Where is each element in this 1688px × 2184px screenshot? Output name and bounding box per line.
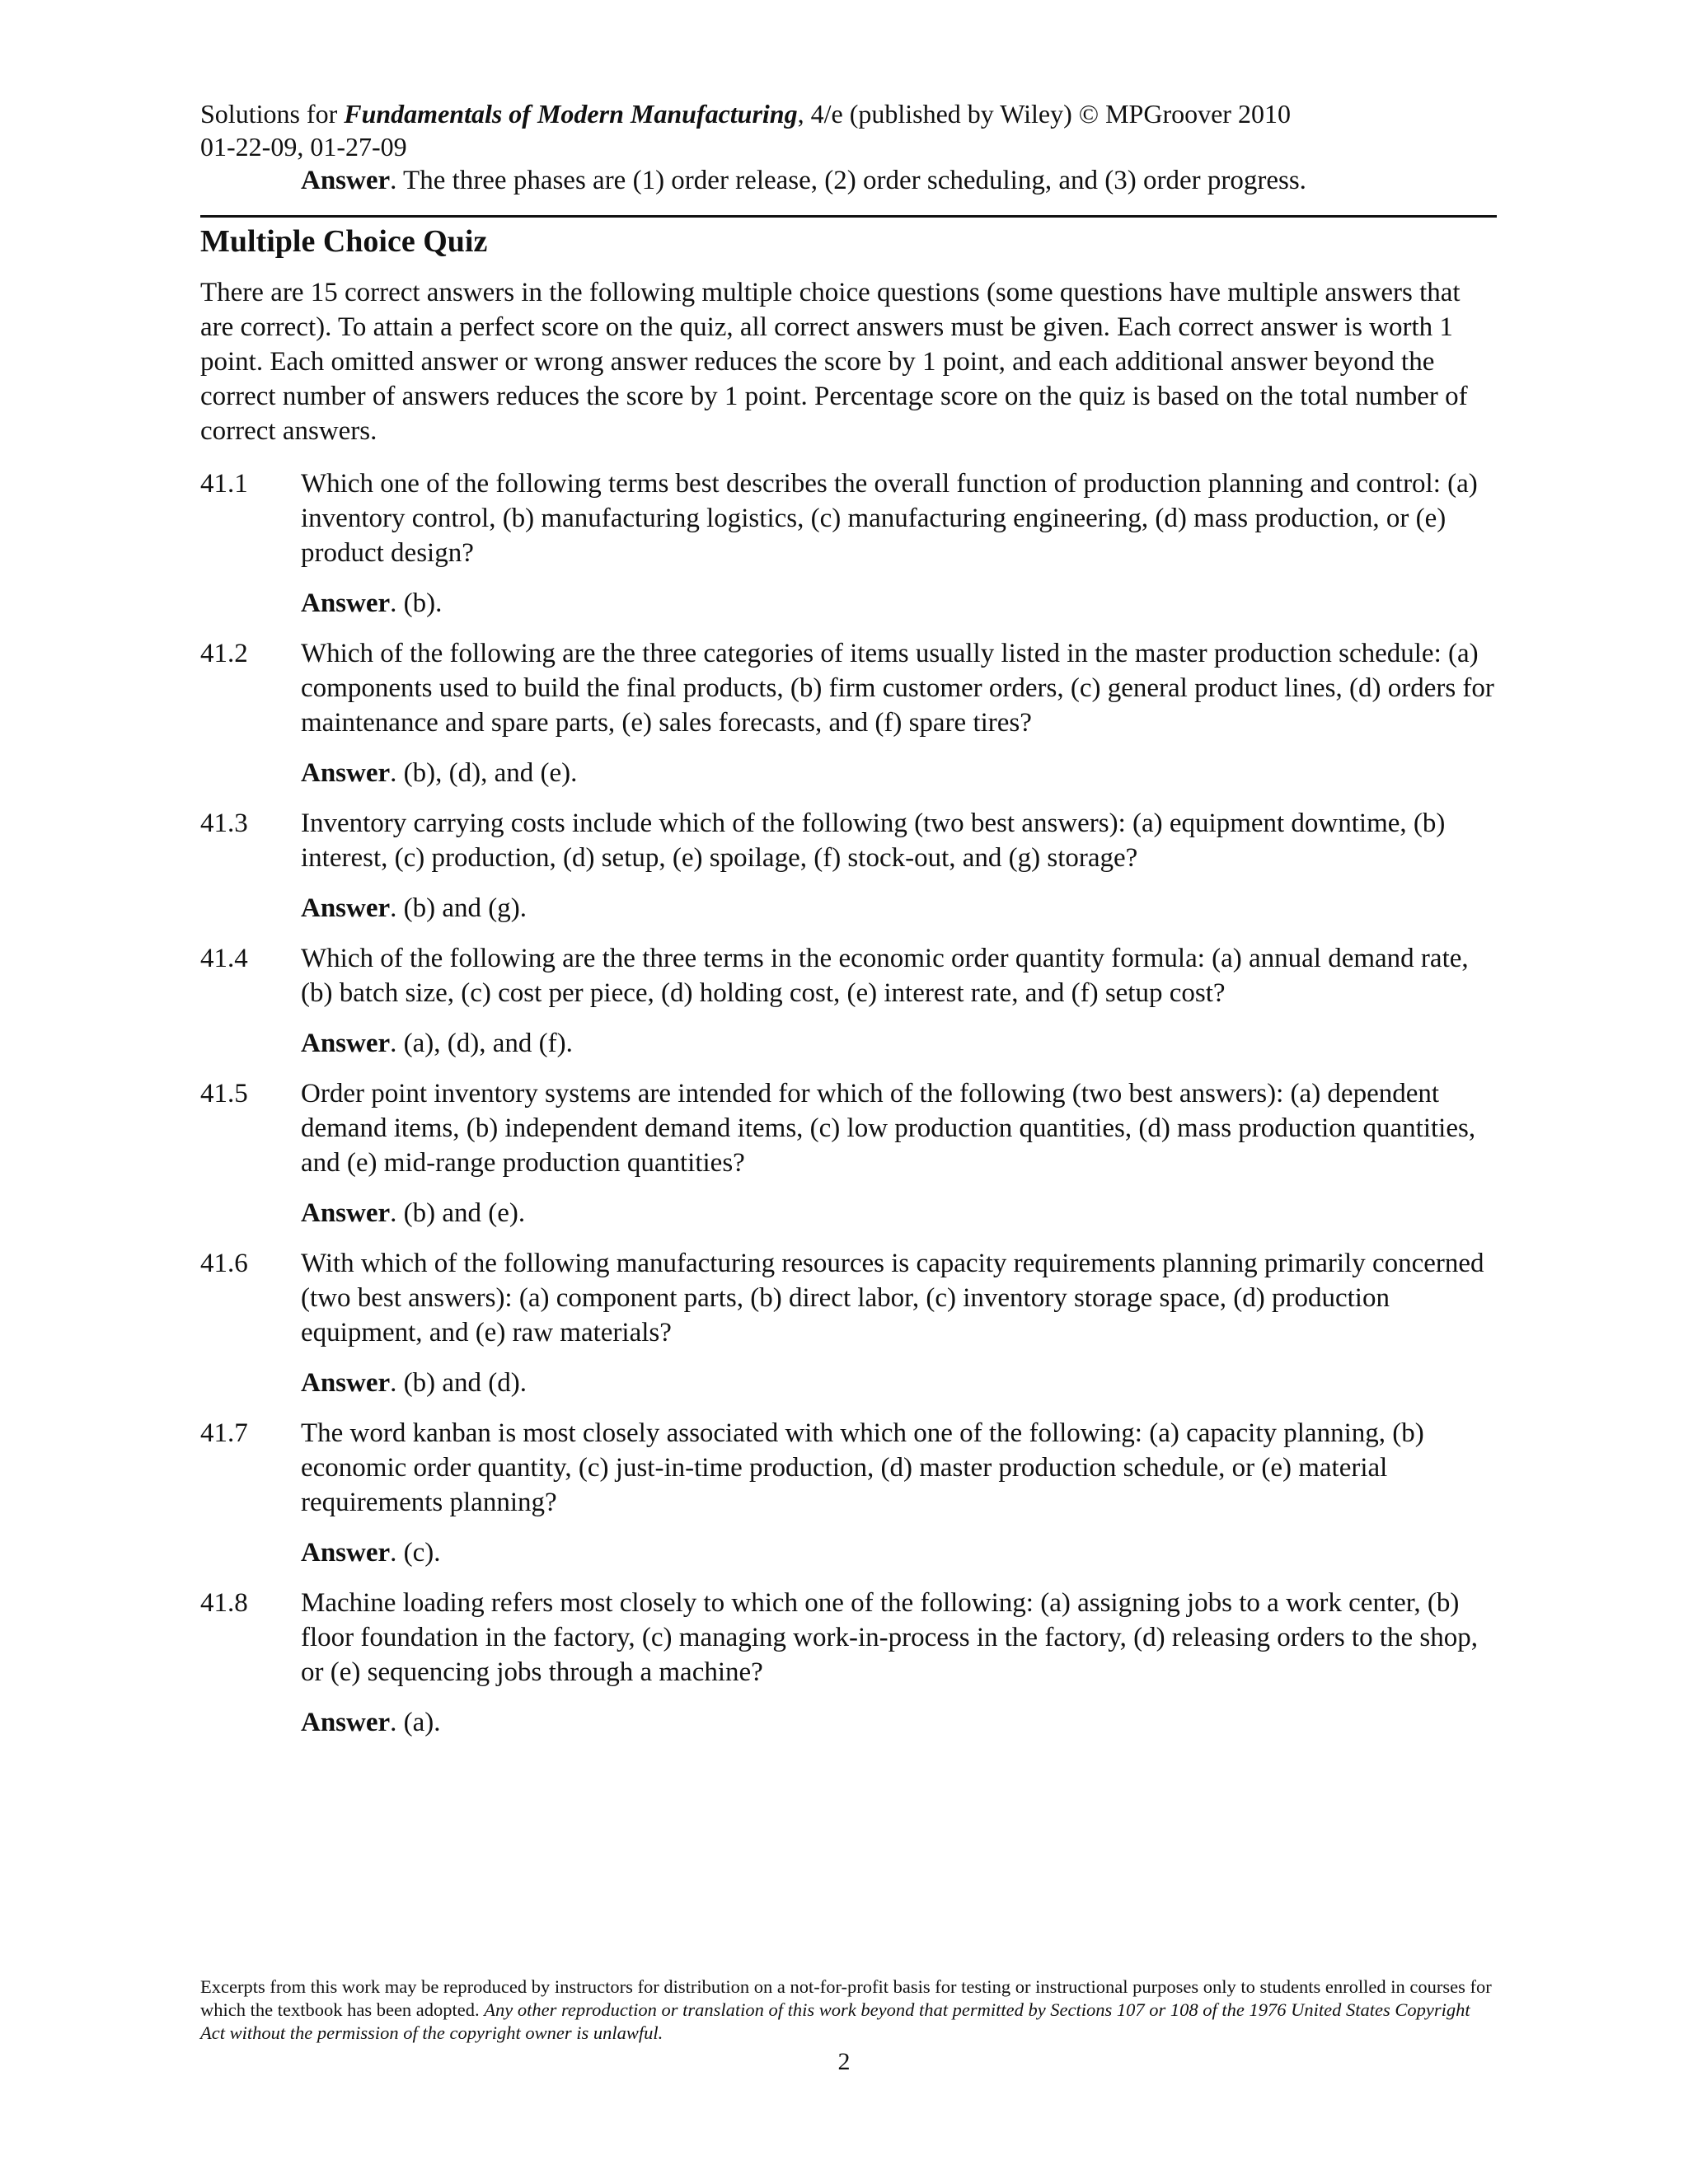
answer-value: . (a).	[390, 1708, 441, 1737]
question-text: With which of the following manufacturing resources is capacity requirements planning primarily concerned (two best answers): (a) component parts, (b) direct labor, (c) inventory storage space, (d) production equipment, and (e) raw materials?	[301, 1249, 1484, 1347]
section-title: Multiple Choice Quiz	[200, 224, 488, 259]
question-item	[200, 941, 1497, 1010]
question-item	[200, 1416, 1497, 1520]
question-text: Machine loading refers most closely to which one of the following: (a) assigning jobs to a work center, (b) floor foundation in the factory, (c) managing work-in-process in the factory, (d) releasing orders to the shop, or (e) sequencing jobs through a machine?	[301, 1588, 1479, 1687]
answer-text: . The three phases are (1) order release, (2) order scheduling, and (3) order progress.	[390, 166, 1306, 195]
question-number: 41.5	[200, 1079, 248, 1108]
answer-label: Answer	[301, 1708, 391, 1737]
question-item	[200, 466, 1497, 570]
header-prefix: Solutions for	[200, 99, 345, 129]
answer-label: Answer	[301, 1198, 391, 1228]
question-number: 41.2	[200, 639, 248, 668]
answer-label: Answer	[301, 1029, 391, 1058]
answer-value: . (b) and (g).	[390, 893, 528, 923]
question-number: 41.7	[200, 1418, 248, 1448]
answer-label: Answer	[301, 758, 391, 788]
footer-notice: Excerpts from this work may be reproduced by instructors for distribution on a not-for-profit basis for testing or instructional purposes only to students enrolled in courses for which the textbook has been adopted.	[200, 1976, 1492, 2020]
page-number: 2	[837, 2048, 851, 2075]
copyright-footer	[200, 1975, 1497, 2045]
answer-value: . (c).	[390, 1538, 441, 1568]
question-item	[200, 1076, 1497, 1180]
answer-value: . (b) and (d).	[390, 1368, 528, 1398]
page-header	[200, 97, 1291, 163]
footer-legal-notice: Any other reproduction or translation of this work beyond that permitted by Sections 107 or 108 of the 1976 United States Copyright Act without the permission of the copyright owner is unlawful.	[200, 1999, 1470, 2043]
answer-value: . (b) and (e).	[390, 1198, 526, 1228]
question-item	[200, 1246, 1497, 1350]
question-number: 41.8	[200, 1588, 248, 1618]
section-divider	[200, 215, 1497, 218]
answer-label: Answer	[301, 1368, 391, 1398]
question-answer	[301, 1535, 1497, 1570]
header-dates: 01-22-09, 01-27-09	[200, 132, 407, 162]
question-number: 41.1	[200, 469, 248, 499]
question-item	[200, 806, 1497, 875]
question-text: Order point inventory systems are intended for which of the following (two best answers): (a) dependent demand items, (b) independent demand items, (c) low production quantities, (d) mass production quantities, and (e) mid-range production quantities?	[301, 1079, 1476, 1178]
answer-label: Answer	[301, 166, 391, 195]
question-answer	[301, 1196, 1497, 1230]
quiz-intro: There are 15 correct answers in the following multiple choice questions (some questions have multiple answers that are correct). To attain a perfect score on the quiz, all correct answers must be given. Each correct answer is worth 1 point. Each omitted answer or wrong answer reduces the score by 1 point, and each additional answer beyond the correct number of answers reduces the score by 1 point. Percentage score on the quiz is based on the total number of correct answers.	[200, 278, 1468, 446]
question-number: 41.4	[200, 944, 248, 973]
question-answer	[301, 756, 1497, 790]
answer-label: Answer	[301, 588, 391, 618]
answer-value: . (b).	[390, 588, 443, 618]
question-text: Which one of the following terms best describes the overall function of production planning and control: (a) inventory control, (b) manufacturing logistics, (c) manufacturing engineering, (d) mass production, or (e) product design?	[301, 469, 1478, 568]
question-text: Which of the following are the three categories of items usually listed in the master production schedule: (a) components used to build the final products, (b) firm customer orders, (c) general product lines, (d) orders for maintenance and spare parts, (e) sales forecasts, and (f) spare tires?	[301, 639, 1494, 738]
answer-value: . (a), (d), and (f).	[390, 1029, 573, 1058]
question-item	[200, 636, 1497, 740]
question-answer	[301, 1366, 1497, 1400]
question-text: The word kanban is most closely associated with which one of the following: (a) capacity planning, (b) economic order quantity, (c) just-in-time production, (d) master production schedule, or (e) material requirements planning?	[301, 1418, 1424, 1517]
question-answer	[301, 1705, 1497, 1740]
question-answer	[301, 891, 1497, 926]
previous-answer	[301, 163, 1306, 198]
question-item	[200, 1586, 1497, 1690]
book-title: Fundamentals of Modern Manufacturing	[344, 99, 798, 129]
question-answer	[301, 586, 1497, 621]
question-text: Which of the following are the three terms in the economic order quantity formula: (a) annual demand rate, (b) batch size, (c) cost per piece, (d) holding cost, (e) interest rate, and (f) setup cost?	[301, 944, 1469, 1008]
answer-label: Answer	[301, 1538, 391, 1568]
question-text: Inventory carrying costs include which of the following (two best answers): (a) equipment downtime, (b) interest, (c) production, (d) setup, (e) spoilage, (f) stock-out, and (g) storage?	[301, 808, 1446, 873]
question-list	[200, 466, 1497, 1755]
header-line	[200, 97, 1291, 130]
question-number: 41.6	[200, 1249, 248, 1278]
question-answer	[301, 1026, 1497, 1061]
answer-label: Answer	[301, 893, 391, 923]
answer-value: . (b), (d), and (e).	[390, 758, 578, 788]
question-number: 41.3	[200, 808, 248, 838]
header-suffix: , 4/e (published by Wiley) © MPGroover 2010	[797, 99, 1291, 129]
